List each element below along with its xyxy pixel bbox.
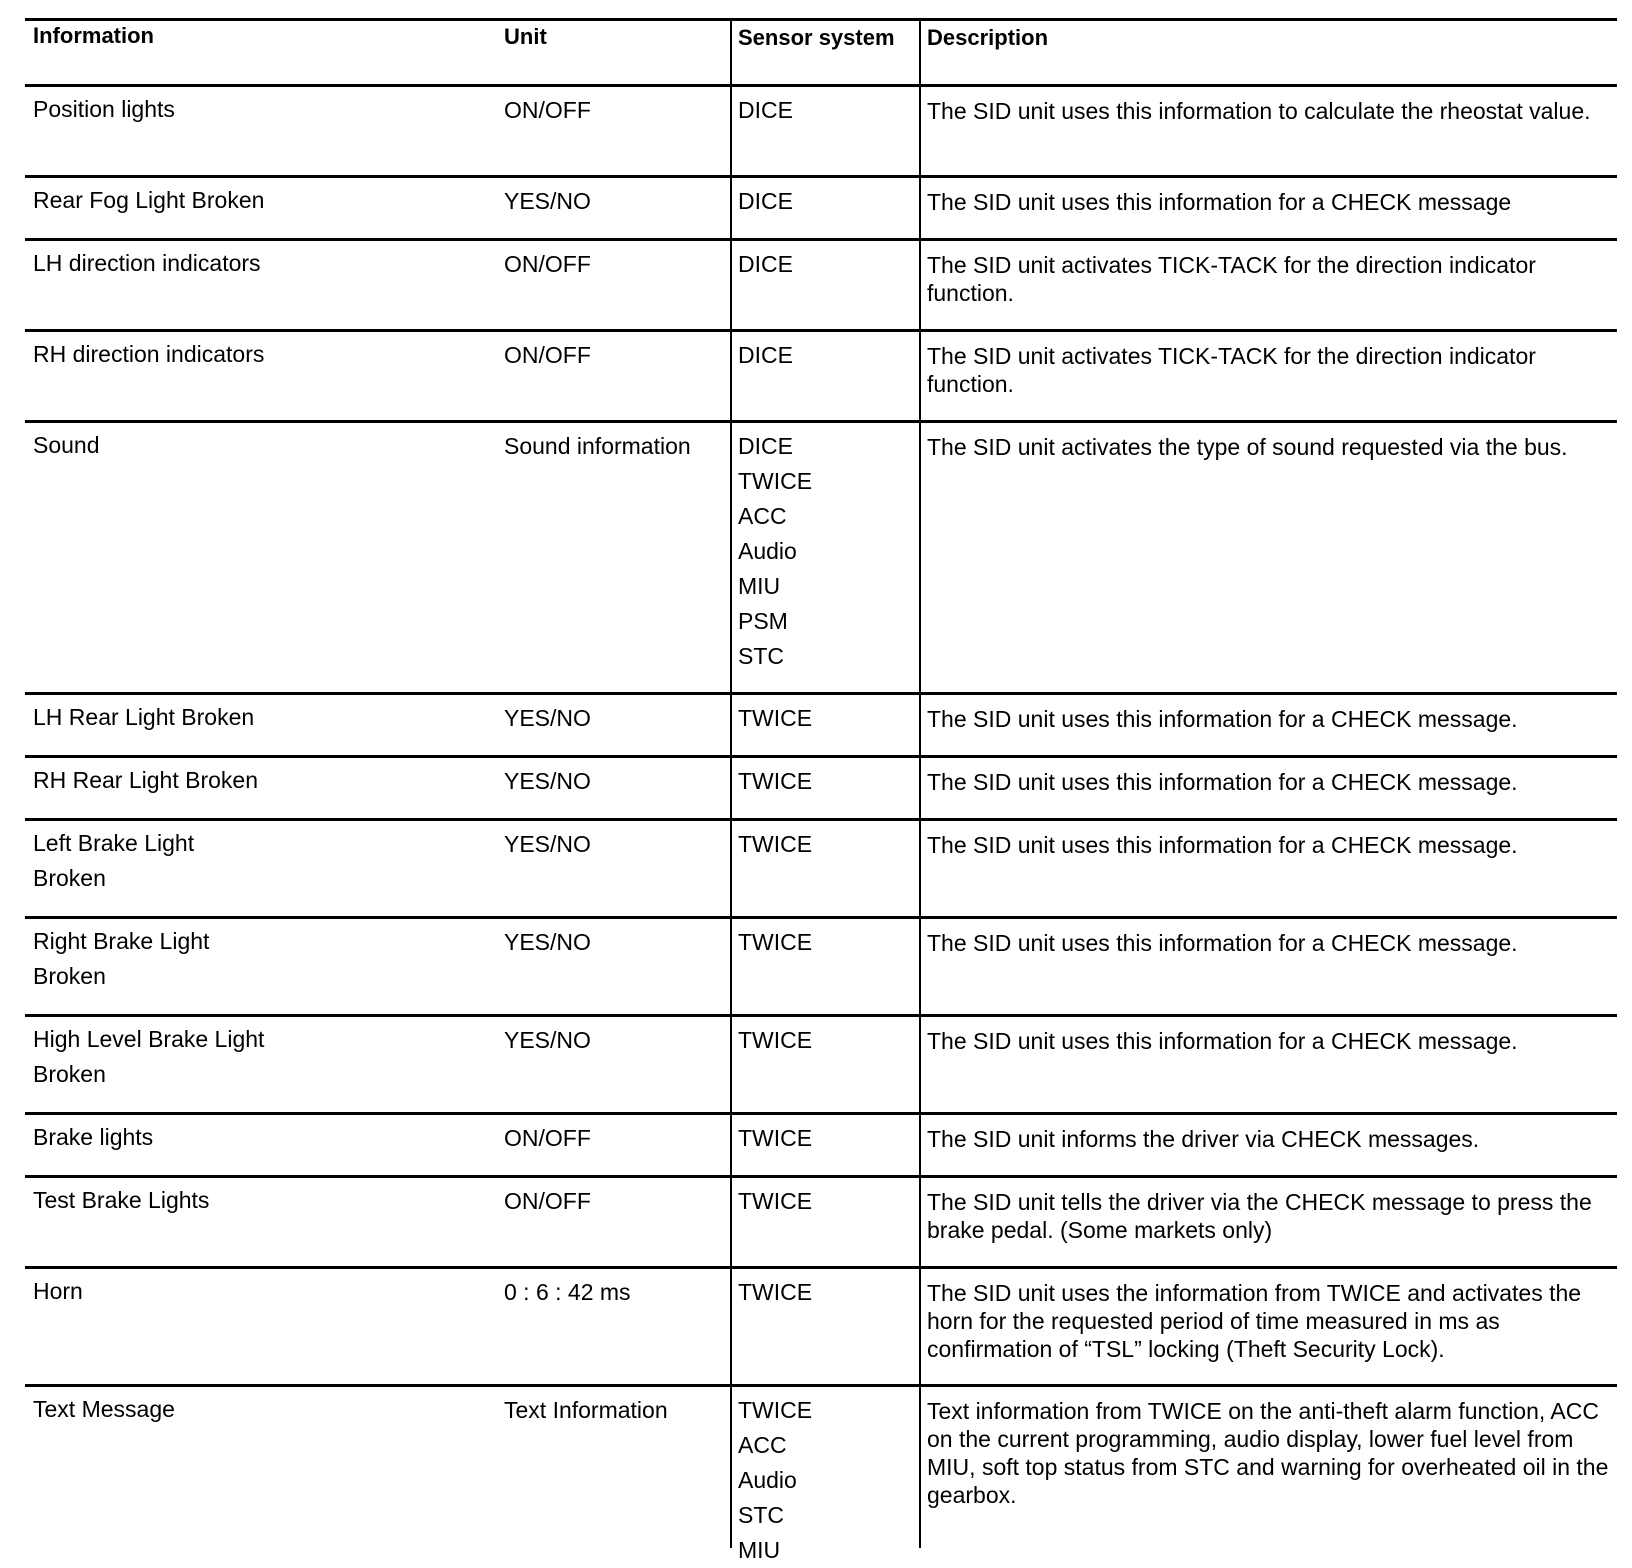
cell-description: The SID unit activates TICK-TACK for the direction indicator function. — [927, 252, 1536, 306]
information-line: High Level Brake Light — [33, 1026, 265, 1052]
row-divider — [25, 818, 1617, 821]
cell-unit: ON/OFF — [504, 1125, 591, 1151]
cell-unit: YES/NO — [504, 768, 591, 794]
cell-sensor-system — [738, 1275, 812, 1310]
cell-description: Text information from TWICE on the anti-theft alarm function, ACC on the current programming, audio display, lower fuel level from MIU, soft top status from STC and warning for overheated oil in the gearbox. — [927, 1398, 1609, 1508]
cell-information — [33, 1022, 264, 1092]
cell-information — [33, 92, 175, 127]
cell-unit: ON/OFF — [504, 1188, 591, 1214]
sensor-system-item: TWICE — [738, 1027, 813, 1053]
information-line: Test Brake Lights — [33, 1187, 210, 1213]
cell-sensor-system — [738, 701, 812, 736]
row-divider — [25, 1266, 1617, 1269]
sensor-system-item: ACC — [738, 1432, 787, 1458]
sensor-system-item: TWICE — [738, 1279, 813, 1305]
sensor-system-item: Audio — [738, 1467, 797, 1493]
sensor-system-item: TWICE — [738, 831, 813, 857]
cell-description: The SID unit uses this information for a CHECK message. — [927, 832, 1518, 858]
cell-sensor-system — [738, 184, 793, 219]
information-line: Broken — [33, 1061, 106, 1087]
information-line: Text Message — [33, 1396, 175, 1422]
sensor-system-item: DICE — [738, 342, 793, 368]
row-divider — [25, 175, 1617, 178]
information-line: Left Brake Light — [33, 830, 195, 856]
row-divider — [25, 420, 1617, 423]
cell-sensor-system — [738, 925, 812, 960]
cell-unit: YES/NO — [504, 705, 591, 731]
sensor-system-item: DICE — [738, 188, 793, 214]
cell-sensor-system — [738, 247, 793, 282]
cell-description: The SID unit uses this information for a CHECK message. — [927, 1028, 1518, 1054]
information-line: RH Rear Light Broken — [33, 767, 258, 793]
cell-description: The SID unit informs the driver via CHECK messages. — [927, 1126, 1480, 1152]
sensor-system-item: TWICE — [738, 468, 813, 494]
sensor-system-item: DICE — [738, 251, 793, 277]
cell-unit: Text Information — [504, 1397, 668, 1423]
table-top-rule — [25, 18, 1617, 21]
row-divider — [25, 1014, 1617, 1017]
cell-unit: YES/NO — [504, 929, 591, 955]
row-divider — [25, 84, 1617, 87]
sensor-system-item: DICE — [738, 433, 793, 459]
row-divider — [25, 238, 1617, 241]
row-divider — [25, 1384, 1617, 1387]
sensor-system-item: Audio — [738, 538, 797, 564]
cell-description: The SID unit uses this information for a CHECK message. — [927, 930, 1518, 956]
row-divider — [25, 329, 1617, 332]
row-divider — [25, 692, 1617, 695]
cell-information — [33, 1183, 209, 1218]
header-unit: Unit — [504, 24, 547, 49]
sensor-system-item: STC — [738, 1502, 784, 1528]
cell-description: The SID unit uses the information from TWICE and activates the horn for the requested period of time measured in ms as confirmation of “TSL” locking (Theft Security Lock). — [927, 1280, 1582, 1362]
sensor-system-item: TWICE — [738, 1397, 813, 1423]
cell-sensor-system — [738, 1393, 812, 1568]
information-line: Position lights — [33, 96, 175, 122]
sensor-system-item: TWICE — [738, 768, 813, 794]
cell-description: The SID unit tells the driver via the CHECK message to press the brake pedal. (Some markets only) — [927, 1189, 1592, 1243]
cell-sensor-system — [738, 1023, 812, 1058]
cell-information — [33, 337, 264, 372]
cell-information — [33, 1274, 83, 1309]
cell-description: The SID unit uses this information for a CHECK message. — [927, 769, 1518, 795]
information-line: Sound — [33, 432, 100, 458]
cell-sensor-system — [738, 764, 812, 799]
cell-unit: Sound information — [504, 433, 691, 459]
sensor-system-item: TWICE — [738, 705, 813, 731]
cell-sensor-system — [738, 827, 812, 862]
cell-information — [33, 763, 258, 798]
information-line: Rear Fog Light Broken — [33, 187, 265, 213]
cell-description: The SID unit uses this information to calculate the rheostat value. — [927, 98, 1591, 124]
cell-information — [33, 183, 264, 218]
sensor-system-item: TWICE — [738, 929, 813, 955]
cell-unit: 0 : 6 : 42 ms — [504, 1279, 631, 1305]
cell-sensor-system — [738, 429, 812, 674]
cell-sensor-system — [738, 1184, 812, 1219]
cell-description: The SID unit uses this information for a CHECK message. — [927, 706, 1518, 732]
sensor-system-item: STC — [738, 643, 784, 669]
cell-information — [33, 1392, 175, 1427]
cell-information — [33, 924, 209, 994]
sensor-system-item: PSM — [738, 608, 788, 634]
header-information: Information — [33, 23, 154, 48]
information-line: Brake lights — [33, 1124, 154, 1150]
information-line: LH direction indicators — [33, 250, 261, 276]
cell-unit: YES/NO — [504, 188, 591, 214]
cell-description: The SID unit activates the type of sound requested via the bus. — [927, 434, 1568, 460]
column-divider — [919, 18, 921, 1548]
header-sensor-system: Sensor system — [738, 25, 895, 50]
sensor-system-item: MIU — [738, 1537, 781, 1563]
cell-unit: ON/OFF — [504, 251, 591, 277]
cell-information — [33, 700, 254, 735]
cell-unit: ON/OFF — [504, 97, 591, 123]
row-divider — [25, 916, 1617, 919]
information-line: LH Rear Light Broken — [33, 704, 255, 730]
information-line: Horn — [33, 1278, 83, 1304]
sensor-system-item: TWICE — [738, 1188, 813, 1214]
cell-description: The SID unit uses this information for a CHECK message — [927, 189, 1512, 215]
cell-unit: YES/NO — [504, 831, 591, 857]
information-line: Broken — [33, 865, 106, 891]
information-line: Broken — [33, 963, 106, 989]
information-line: RH direction indicators — [33, 341, 265, 367]
row-divider — [25, 755, 1617, 758]
cell-unit: ON/OFF — [504, 342, 591, 368]
cell-sensor-system — [738, 338, 793, 373]
sensor-system-item: DICE — [738, 97, 793, 123]
cell-information — [33, 246, 261, 281]
cell-sensor-system — [738, 1121, 812, 1156]
information-line: Right Brake Light — [33, 928, 210, 954]
cell-information — [33, 1120, 153, 1155]
cell-description: The SID unit activates TICK-TACK for the direction indicator function. — [927, 343, 1536, 397]
sensor-system-item: TWICE — [738, 1125, 813, 1151]
cell-unit: YES/NO — [504, 1027, 591, 1053]
row-divider — [25, 1175, 1617, 1178]
cell-information — [33, 826, 194, 896]
cell-information — [33, 428, 100, 463]
sensor-system-item: MIU — [738, 573, 781, 599]
cell-sensor-system — [738, 93, 793, 128]
sensor-system-item: ACC — [738, 503, 787, 529]
row-divider — [25, 1112, 1617, 1115]
header-description: Description — [927, 25, 1049, 50]
column-divider — [730, 18, 732, 1548]
